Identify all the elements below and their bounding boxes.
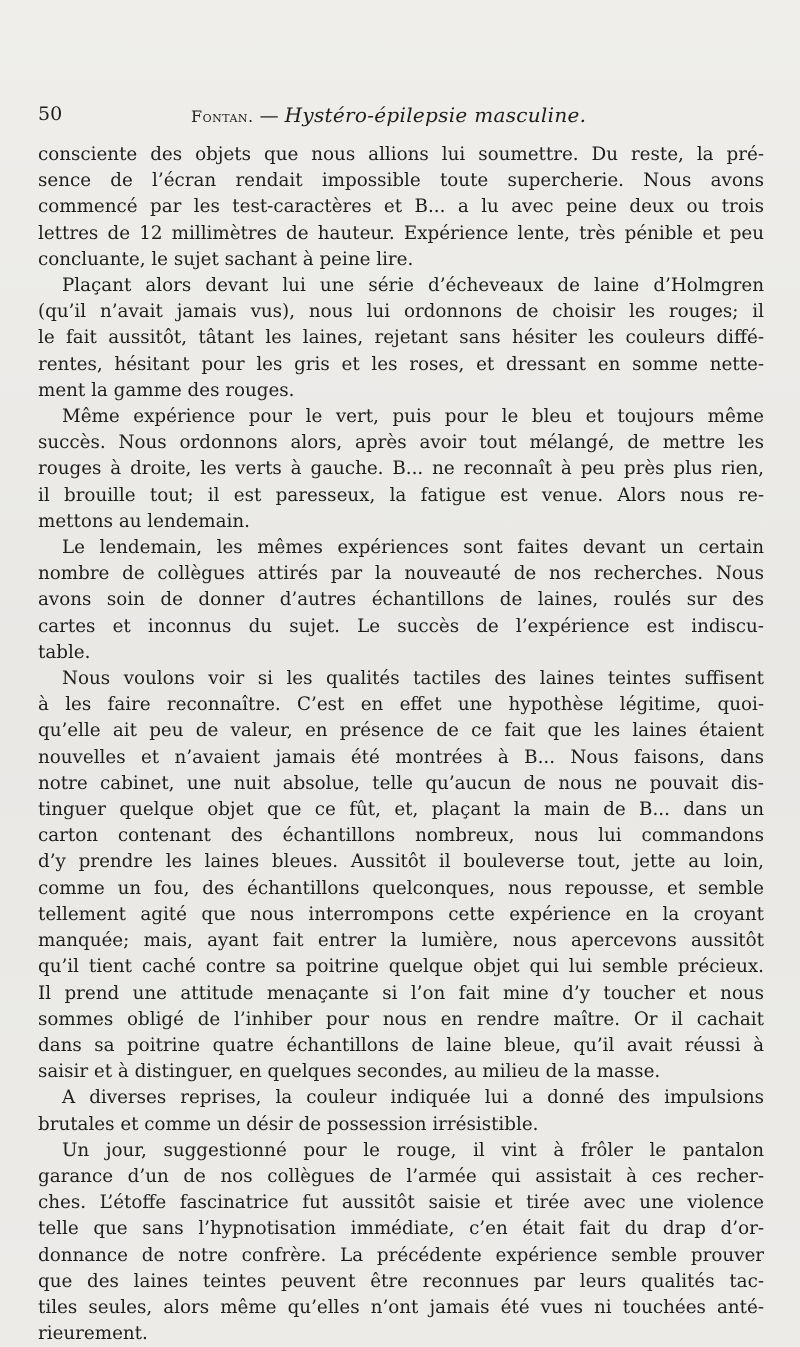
text-line: Il prend une attitude menaçante si l’on fait mine d’y toucher et nous — [38, 982, 764, 1004]
text-line: que des laines teintes peuvent être reconnues par leurs qualités tac- — [38, 1270, 764, 1292]
paragraph — [38, 1138, 764, 1347]
text-line: d’y prendre les laines bleues. Aussitôt il bouleverse tout, jette au loin, — [38, 851, 764, 873]
text-line: sommes obligé de l’inhiber pour nous en rendre maître. Or il cachait — [38, 1008, 764, 1030]
paragraph — [38, 273, 764, 404]
text-line: Un jour, suggestionné pour le rouge, il vint à frôler le pantalon — [62, 1139, 764, 1161]
running-head-title: Hystéro-épilepsie masculine. — [284, 103, 587, 127]
text-line: nouvelles et n’avaient jamais été montrées à B... Nous faisons, dans — [38, 746, 764, 768]
text-line: lettres de 12 millimètres de hauteur. Expérience lente, très pénible et peu — [38, 222, 764, 244]
text-line: sence de l’écran rendait impossible toute supercherie. Nous avons — [38, 170, 764, 192]
paragraph — [38, 404, 764, 535]
text-line: rieurement. — [38, 1323, 148, 1345]
text-line: il brouille tout; il est paresseux, la fatigue est venue. Alors nous re- — [38, 484, 764, 506]
text-line: ches. L’étoffe fascinatrice fut aussitôt saisie et tirée avec une violence — [38, 1192, 764, 1214]
text-line: consciente des objets que nous allions lui soumettre. Du reste, la pré- — [38, 144, 764, 165]
text-line: telle que sans l’hypnotisation immédiate, c’en était fait du drap d’or- — [38, 1218, 764, 1240]
text-line: comme un fou, des échantillons quelconques, nous repousse, et semble — [38, 877, 764, 899]
text-line: manquée; mais, ayant fait entrer la lumière, nous apercevons aussitôt — [38, 930, 764, 952]
text-line: saisir et à distinguer, en quelques secondes, au milieu de la masse. — [38, 1061, 661, 1083]
text-line: garance d’un de nos collègues de l’armée qui assistait à ces recher- — [38, 1165, 764, 1187]
text-line: tinguer quelque objet que ce fût, et, plaçant la main de B... dans un — [38, 799, 764, 821]
text-line: tiles seules, alors même qu’elles n’ont jamais été vues ni touchées anté- — [38, 1296, 764, 1318]
paragraph — [38, 666, 764, 1085]
running-head-dash: — — [259, 105, 279, 127]
text-line: brutales et comme un désir de possession irrésistible. — [38, 1113, 539, 1135]
text-line: le fait aussitôt, tâtant les laines, rejetant sans hésiter les couleurs diffé- — [38, 327, 764, 349]
text-line: carton contenant des échantillons nombreux, nous lui commandons — [38, 825, 764, 847]
running-head — [191, 103, 586, 127]
text-line: nombre de collègues attirés par la nouveauté de nos recherches. Nous — [38, 563, 764, 585]
text-line: dans sa poitrine quatre échantillons de laine bleue, qu’il avait réussi à — [38, 1034, 764, 1056]
text-line: Plaçant alors devant lui une série d’écheveaux de laine d’Holmgren — [62, 275, 764, 297]
text-line: qu’il tient caché contre sa poitrine quelque objet qui lui semble précieux. — [38, 956, 764, 978]
text-line: cartes et inconnus du sujet. Le succès de l’expérience est indiscu- — [38, 615, 764, 637]
text-line: Même expérience pour le vert, puis pour le bleu et toujours même — [62, 406, 764, 428]
text-line: avons soin de donner d’autres échantillons de laines, roulés sur des — [38, 589, 764, 611]
text-line: qu’elle ait peu de valeur, en présence de ce fait que les laines étaient — [38, 720, 764, 742]
text-line: ment la gamme des rouges. — [38, 379, 295, 401]
text-line: (qu’il n’avait jamais vus), nous lui ordonnons de choisir les rouges; il — [38, 301, 764, 323]
text-line: à les faire reconnaître. C’est en effet une hypothèse légitime, quoi- — [38, 694, 764, 716]
running-head-author: Fontan. — [191, 107, 254, 126]
body-text — [38, 142, 764, 1347]
text-line: tellement agité que nous interrompons cette expérience en la croyant — [38, 903, 764, 925]
text-line: A diverses reprises, la couleur indiquée lui a donné des impulsions — [62, 1087, 764, 1109]
paragraph — [38, 142, 764, 273]
paragraph — [38, 1085, 764, 1137]
text-line: rouges à droite, les verts à gauche. B... ne reconnaît à peu près plus rien, — [38, 458, 764, 480]
page-header — [38, 103, 762, 133]
text-line: donnance de notre confrère. La précédente expérience semble prouver — [38, 1244, 764, 1266]
page-number: 50 — [38, 103, 63, 125]
text-line: concluante, le sujet sachant à peine lire. — [38, 248, 414, 270]
text-line: table. — [38, 641, 91, 663]
text-line: commencé par les test-caractères et B... a lu avec peine deux ou trois — [38, 196, 764, 218]
text-line: mettons au lendemain. — [38, 510, 250, 532]
text-line: rentes, hésitant pour les gris et les roses, et dressant en somme nette- — [38, 353, 764, 375]
text-line: notre cabinet, une nuit absolue, telle qu’aucun de nous ne pouvait dis- — [38, 772, 764, 794]
text-line: succès. Nous ordonnons alors, après avoir tout mélangé, de mettre les — [38, 432, 764, 454]
text-line: Le lendemain, les mêmes expériences sont faites devant un certain — [62, 537, 764, 559]
text-line: Nous voulons voir si les qualités tactiles des laines teintes suffisent — [62, 668, 764, 690]
paragraph — [38, 535, 764, 666]
